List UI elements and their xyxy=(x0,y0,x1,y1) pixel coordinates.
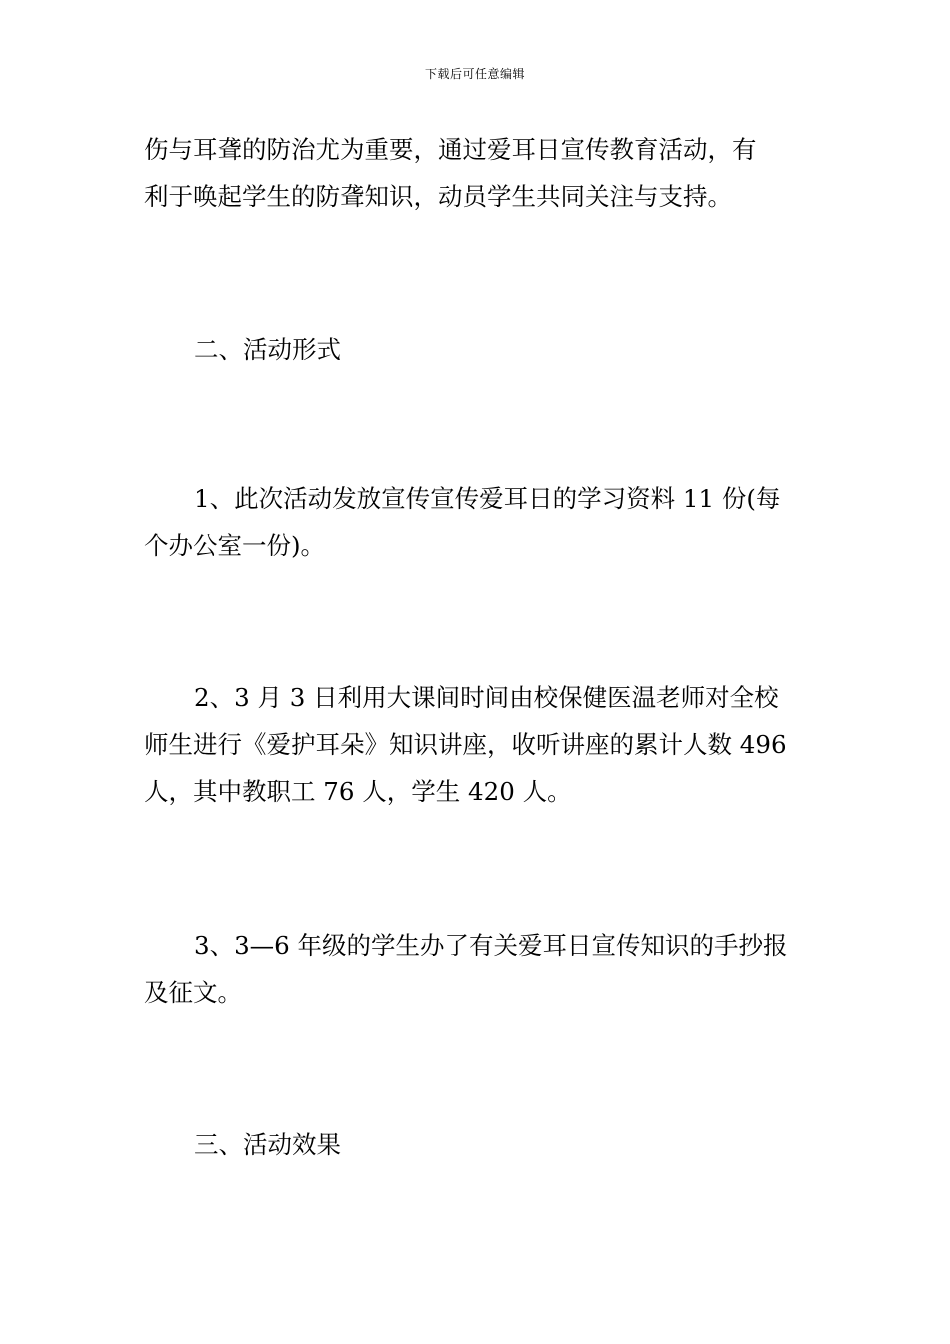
item-1-paragraph xyxy=(144,475,808,569)
section-2-heading-text: 二、活动形式 xyxy=(194,335,341,364)
header-note: 下载后可任意编辑 xyxy=(424,67,525,81)
section-3-heading-text: 三、活动效果 xyxy=(194,1130,341,1159)
section-3-heading xyxy=(144,1121,808,1168)
item-1-line-2: 个办公室一份)。 xyxy=(144,531,326,560)
item-3-paragraph xyxy=(144,922,808,1016)
item-2-line-2: 师生进行《爱护耳朵》知识讲座，收听讲座的累计人数 496 xyxy=(144,730,787,759)
intro-line-2: 利于唤起学生的防聋知识，动员学生共同关注与支持。 xyxy=(144,182,732,211)
item-3-line-2: 及征文。 xyxy=(144,978,242,1007)
intro-paragraph xyxy=(144,126,808,220)
item-1-line-1: 1、此次活动发放宣传宣传爱耳日的学习资料 11 份(每 xyxy=(194,484,781,513)
section-2-heading xyxy=(144,326,808,373)
intro-line-1: 伤与耳聋的防治尤为重要，通过爱耳日宣传教育活动，有 xyxy=(144,135,757,164)
item-2-line-1: 2、3 月 3 日利用大课间时间由校保健医温老师对全校 xyxy=(194,683,779,712)
item-3-line-1: 3、3—6 年级的学生办了有关爱耳日宣传知识的手抄报 xyxy=(194,931,788,960)
item-2-paragraph xyxy=(144,674,808,815)
item-2-line-3: 人，其中教职工 76 人，学生 420 人。 xyxy=(144,777,572,806)
